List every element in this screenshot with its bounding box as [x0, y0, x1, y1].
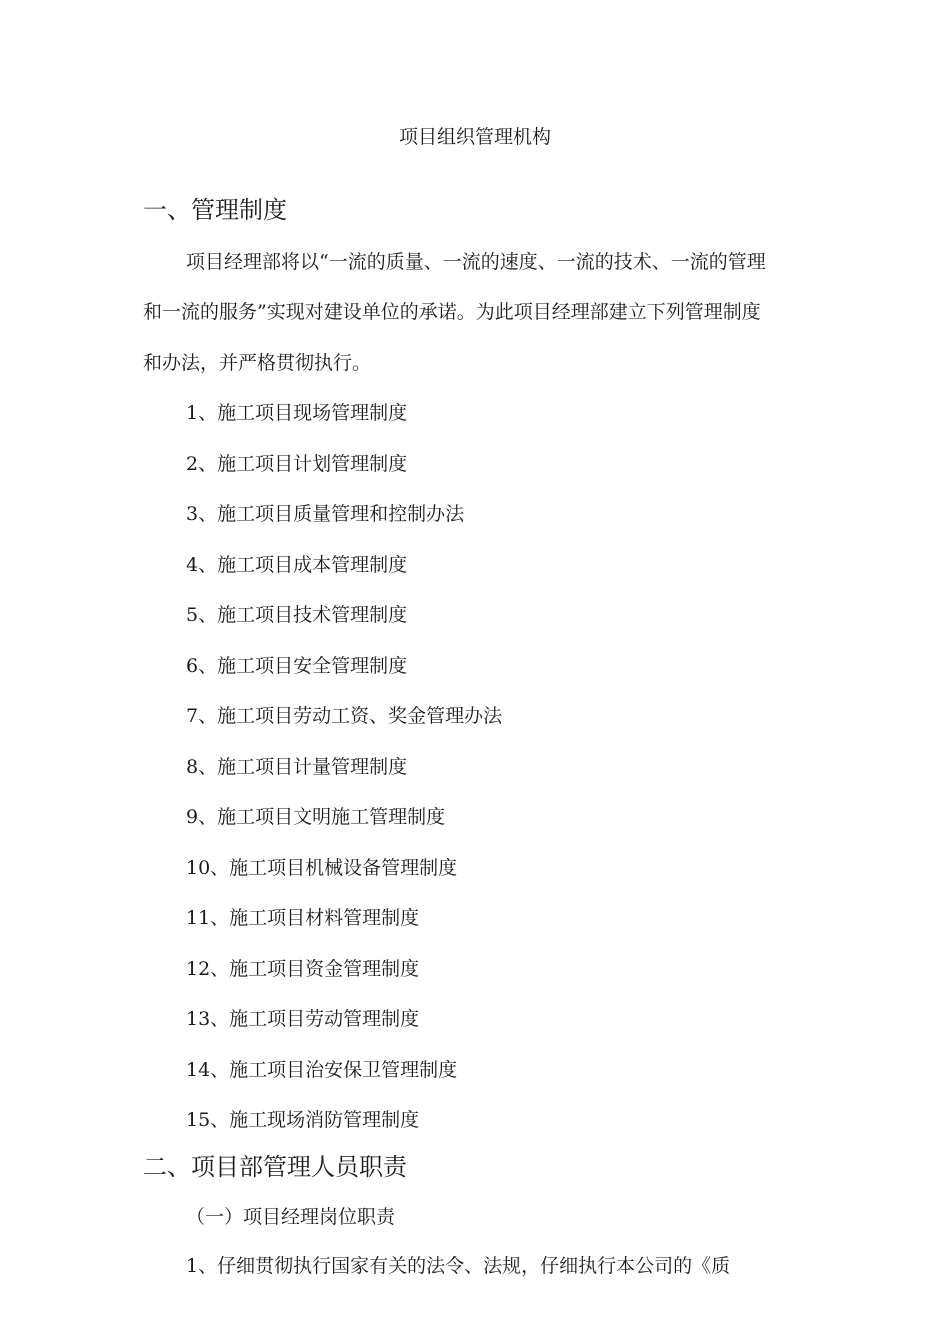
list-item: 14、施工项目治安保卫管理制度	[186, 1059, 458, 1081]
list-item: 7、施工项目劳动工资、奖金管理办法	[186, 705, 503, 727]
list-item: 2、施工项目计划管理制度	[186, 453, 408, 475]
list-item: 4、施工项目成本管理制度	[186, 554, 408, 576]
section-heading-staff-duties: 二、项目部管理人员职责	[143, 1153, 407, 1181]
list-item: 11、施工项目材料管理制度	[186, 907, 420, 929]
list-item: 5、施工项目技术管理制度	[186, 604, 408, 626]
list-item: 15、施工现场消防管理制度	[186, 1109, 420, 1131]
list-item: 13、施工项目劳动管理制度	[186, 1008, 420, 1030]
intro-paragraph-line-1: 项目经理部将以“一流的质量、一流的速度、一流的技术、一流的管理	[186, 251, 766, 273]
subheading-project-manager-duties: （一）项目经理岗位职责	[186, 1206, 396, 1228]
list-item: 1、施工项目现场管理制度	[186, 402, 408, 424]
list-item: 3、施工项目质量管理和控制办法	[186, 503, 465, 525]
section-heading-management-system: 一、管理制度	[143, 196, 287, 224]
list-item: 6、施工项目安全管理制度	[186, 655, 408, 677]
document-title: 项目组织管理机构	[398, 126, 551, 148]
intro-paragraph-line-3: 和办法，并严格贯彻执行。	[143, 352, 372, 374]
intro-paragraph-line-2: 和一流的服务”实现对建设单位的承诺。为此项目经理部建立下列管理制度	[143, 301, 761, 323]
list-item: 9、施工项目文明施工管理制度	[186, 806, 446, 828]
list-item: 10、施工项目机械设备管理制度	[186, 857, 458, 879]
duty-paragraph-line-1: 1、仔细贯彻执行国家有关的法令、法规，仔细执行本公司的《质	[186, 1255, 731, 1277]
list-item: 8、施工项目计量管理制度	[186, 756, 408, 778]
list-item: 12、施工项目资金管理制度	[186, 958, 420, 980]
